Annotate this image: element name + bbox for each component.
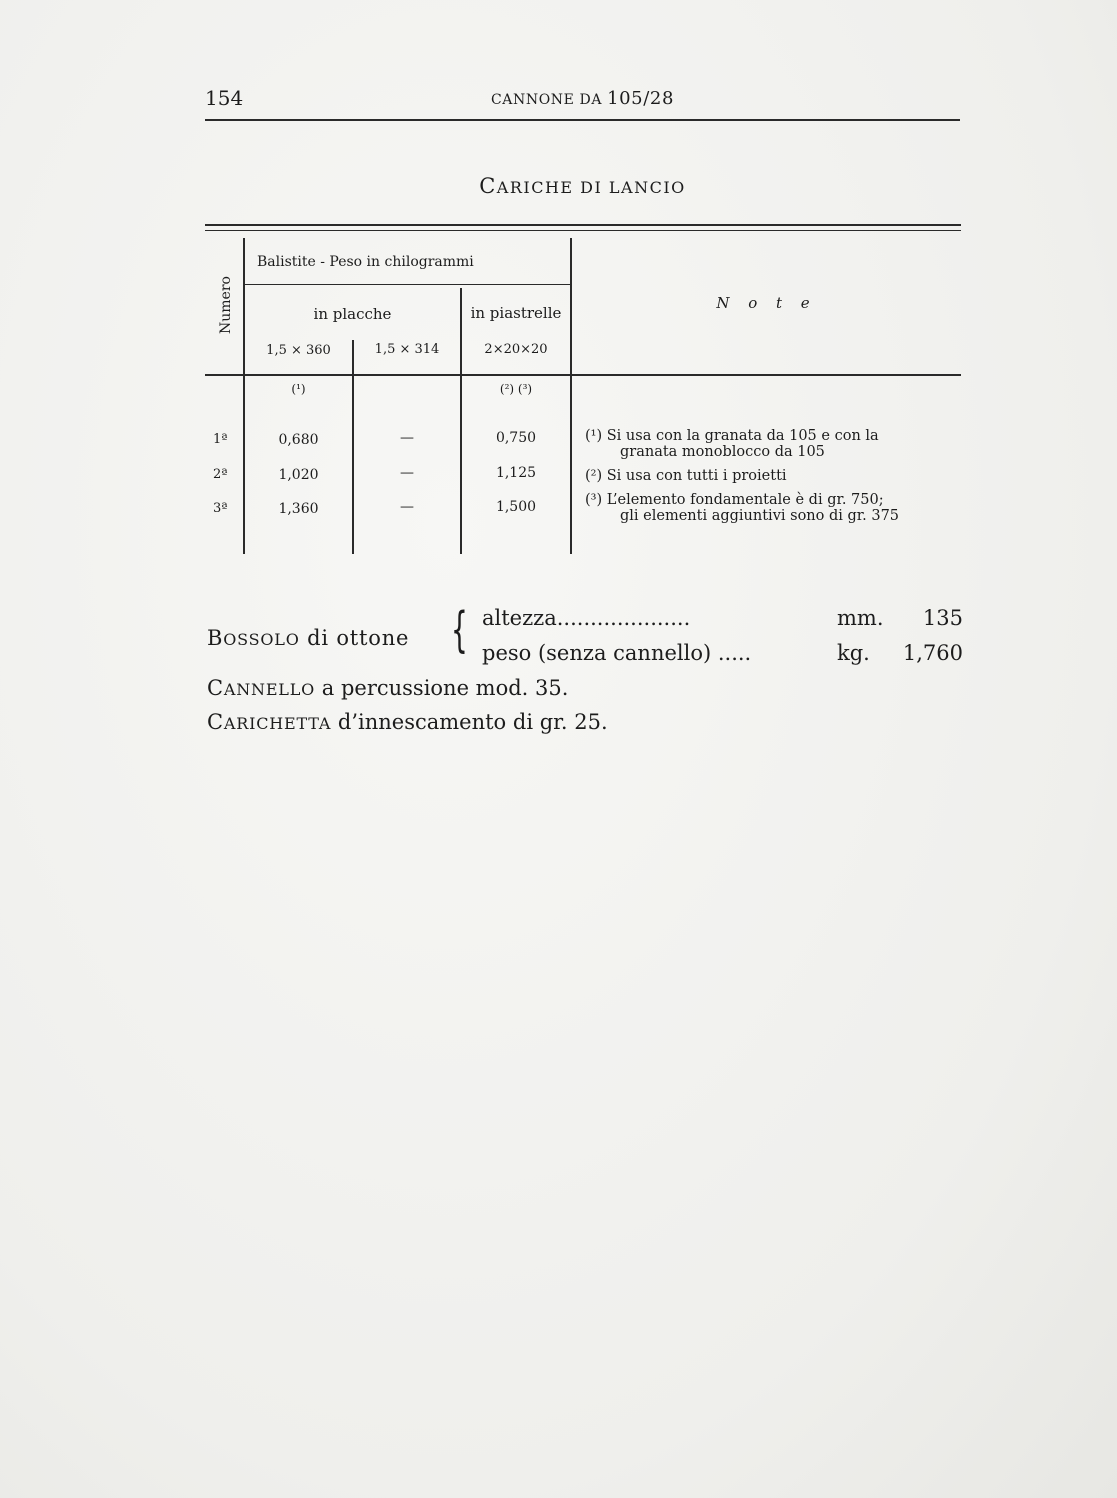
note-1-marker: (¹) xyxy=(585,428,603,444)
note-3-line1: L’elemento fondamentale è di gr. 750; xyxy=(606,492,884,508)
peso-unit: kg. xyxy=(837,641,870,665)
row-numero: 3ª xyxy=(213,501,228,516)
running-title-number: 105/28 xyxy=(607,88,675,109)
cannello-rest: a percussione mod. 35. xyxy=(315,676,569,700)
altezza-value: 135 xyxy=(922,606,963,630)
brace-glyph: { xyxy=(451,602,468,658)
row-value-placche-360: 1,020 xyxy=(278,467,319,483)
note-2 xyxy=(585,468,787,484)
subheader-placche: in placche xyxy=(313,305,392,323)
bossolo-initial: B xyxy=(207,626,224,650)
dim-header-3: 2×20×20 xyxy=(484,342,548,357)
row-value-placche-360: 0,680 xyxy=(278,432,319,448)
bossolo-rest: di ottone xyxy=(299,626,410,650)
cannello-line xyxy=(207,676,568,700)
page-header xyxy=(205,84,960,124)
note-2-line1: Si usa con tutti i proietti xyxy=(606,468,787,484)
peso-value: 1,760 xyxy=(902,641,963,665)
bossolo-peso-line xyxy=(482,641,967,665)
ref-marker-col1: (¹) xyxy=(291,382,306,396)
note-2-marker: (²) xyxy=(585,468,603,484)
dim-header-1: 1,5 × 360 xyxy=(266,343,331,358)
row-value-piastrelle: 1,500 xyxy=(495,499,537,515)
note-3 xyxy=(585,492,884,508)
cannello-initial: C xyxy=(207,676,224,700)
note-1 xyxy=(585,428,879,444)
row-value-placche-360: 1,360 xyxy=(278,501,319,517)
header-rule xyxy=(205,119,960,121)
bossolo-label xyxy=(207,626,409,650)
col-divider-placche xyxy=(352,340,354,554)
note-3-marker: (³) xyxy=(585,492,603,508)
carichetta-rest: d’innescamento di gr. 25. xyxy=(331,710,608,734)
page-number: 154 xyxy=(205,86,244,110)
altezza-text: altezza.................... xyxy=(482,606,691,630)
note-3-line2: gli elementi aggiuntivi sono di gr. 375 xyxy=(620,508,900,524)
running-title xyxy=(205,88,960,109)
row-value-placche-314: — xyxy=(400,499,414,515)
row-value-piastrelle: 0,750 xyxy=(495,430,537,446)
row-numero: 2ª xyxy=(213,467,228,482)
note-1-line1: Si usa con la granata da 105 e con la xyxy=(606,428,879,444)
note-header: N o t e xyxy=(716,294,817,312)
bossolo-altezza-line xyxy=(482,606,967,630)
row-value-placche-314: — xyxy=(400,430,414,446)
row-value-placche-314: — xyxy=(400,465,414,481)
section-title xyxy=(205,174,960,198)
altezza-unit: mm. xyxy=(837,606,884,630)
charges-table xyxy=(205,222,963,554)
table-top-rule xyxy=(205,224,961,226)
row-numero: 1ª xyxy=(213,432,228,447)
subheader-piastrelle: in piastrelle xyxy=(470,304,562,322)
bossolo-block xyxy=(207,600,967,680)
group-header-rule xyxy=(245,284,570,285)
col-divider-note xyxy=(570,238,572,554)
numero-header: Numero xyxy=(218,276,234,334)
note-1-line2: granata monoblocco da 105 xyxy=(620,444,825,460)
cannello-smallcaps: ANNELLO xyxy=(223,680,316,699)
carichetta-line xyxy=(207,710,608,734)
dim-header-2: 1,5 × 314 xyxy=(374,342,440,357)
ref-marker-col3: (²) (³) xyxy=(499,382,533,396)
running-title-text: CANNONE DA xyxy=(490,92,608,108)
group-header: Balistite - Peso in chilogrammi xyxy=(257,254,474,270)
carichetta-smallcaps: ARICHETTA xyxy=(223,714,332,733)
section-title-rest: ARICHE DI LANCIO xyxy=(496,178,686,197)
peso-text: peso (senza cannello) ..... xyxy=(482,641,752,665)
carichetta-initial: C xyxy=(207,710,224,734)
table-top-rule-double xyxy=(205,230,961,231)
bossolo-smallcaps: OSSOLO xyxy=(223,630,300,649)
section-title-initial: C xyxy=(479,174,497,198)
row-value-piastrelle: 1,125 xyxy=(495,465,537,481)
table-header-bottom-rule xyxy=(205,374,961,376)
